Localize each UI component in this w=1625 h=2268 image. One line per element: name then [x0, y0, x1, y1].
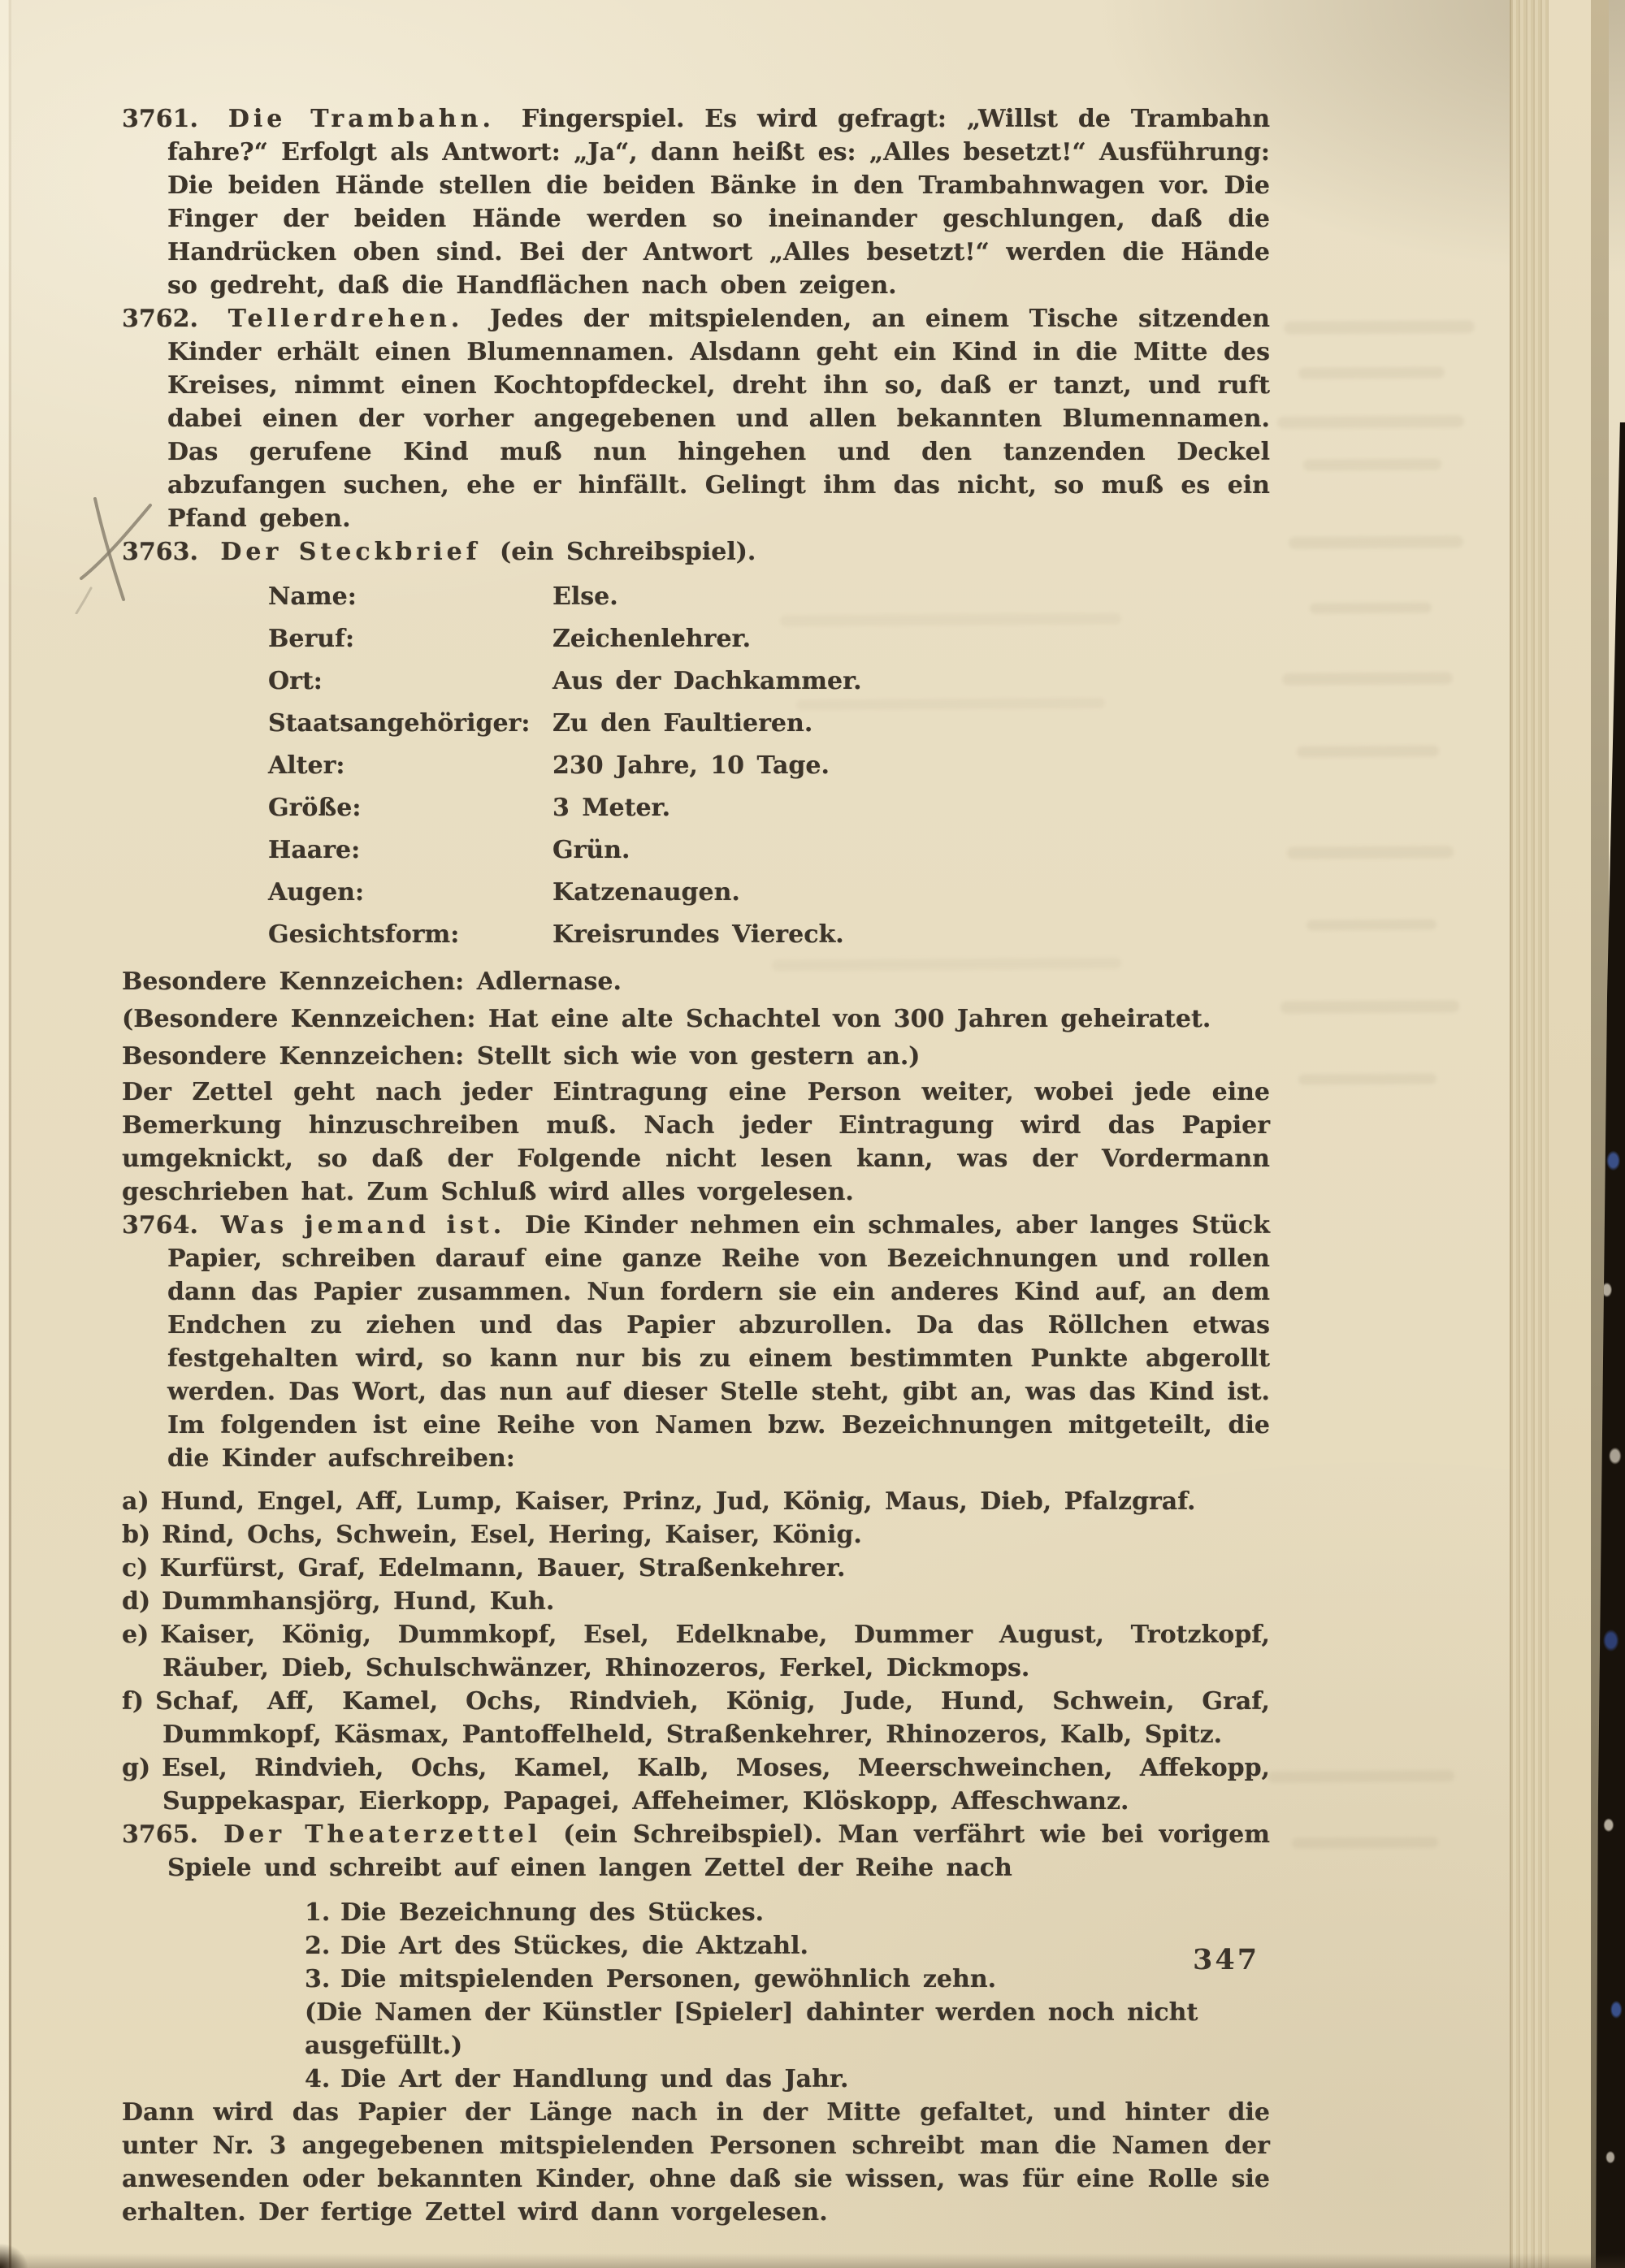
- entry-3764: [122, 1209, 1270, 1475]
- steckbrief-value: Kreisrundes Viereck.: [552, 920, 844, 949]
- entry-title: Tellerdrehen.: [228, 305, 464, 333]
- entry-title: Der Theaterzettel: [223, 1820, 541, 1849]
- steckbrief-value: Else.: [552, 582, 618, 611]
- numbered-item: [305, 1896, 1270, 1929]
- steckbrief-row: [268, 918, 1270, 960]
- steckbrief-label: Größe:: [268, 794, 362, 822]
- numbered-item: [305, 1929, 1270, 1963]
- steckbrief-extra-line: (Besondere Kennzeichen: Hat eine alte Schachtel von 300 Jahren geheiratet.: [122, 1005, 1211, 1033]
- theaterzettel-steps: [305, 1896, 1270, 2096]
- bleedthrough-smudge: [772, 957, 1121, 971]
- list-item-label: d): [122, 1587, 151, 1616]
- entry-body: Jedes der mitspielenden, an einem Tische sitzenden Kinder erhält einen Blumennamen. Alsdann geht ein Kind in die Mitte des Kreises, nimmt einen Kochtopfdeckel, dreht ihn so, daß er tanzt, und ruft dabei einen der vorher angegebenen und allen bekannten Blumennamen. Das gerufene Kind muß nun hingehen und den tanzenden Deckel abzufangen suchen, ehe er hinfällt. Gelingt ihm das nicht, so muß es ein Pfand geben.: [167, 305, 1270, 533]
- entry-number: 3763.: [122, 538, 198, 566]
- steckbrief-row: [268, 791, 1270, 833]
- numbered-item-label: 4.: [305, 2065, 331, 2093]
- numbered-item-text: Die mitspielenden Personen, gewöhnlich zehn.: [340, 1965, 997, 1993]
- steckbrief-row: [268, 622, 1270, 664]
- numbered-item-label: 3.: [305, 1965, 331, 1993]
- entry-number: 3764.: [122, 1211, 198, 1240]
- left-gutter-highlight: [0, 0, 8, 2268]
- steckbrief-label: Beruf:: [268, 625, 355, 653]
- steckbrief-value: Katzenaugen.: [552, 878, 740, 907]
- bleedthrough-smudge: [1298, 366, 1445, 379]
- list-item-text: Hund, Engel, Aff, Lump, Kaiser, Prinz, Jud, König, Maus, Dieb, Pfalzgraf.: [160, 1487, 1196, 1516]
- entry-title-rest: (ein Schreibspiel). Man verfährt wie bei vorigem Spiele und schreibt auf einen langen Zettel der Reihe nach: [167, 1820, 1270, 1882]
- list-item-text: Dummhansjörg, Hund, Kuh.: [162, 1587, 555, 1616]
- bleedthrough-smudge: [1306, 919, 1436, 930]
- list-item: [122, 1585, 1270, 1618]
- entry-title: Der Steckbrief: [220, 538, 481, 566]
- steckbrief-extra-line: Besondere Kennzeichen: Stellt sich wie von gestern an.): [122, 1042, 921, 1071]
- steckbrief-label: Augen:: [268, 878, 365, 907]
- list-item-text: Esel, Rindvieh, Ochs, Kamel, Kalb, Moses, Meerschweinchen, Affekopp, Suppekaspar, Eierkopp, Papagei, Affeheimer, Klöskopp, Affeschwanz.: [162, 1754, 1270, 1816]
- page-number: 347: [1193, 1943, 1260, 1976]
- page-edge-stripes: [1510, 0, 1550, 2268]
- bleedthrough-smudge: [1289, 535, 1463, 549]
- list-item-label: f): [122, 1687, 145, 1716]
- entry-title: Die Trambahn.: [228, 105, 495, 133]
- entry-3761: [122, 102, 1270, 302]
- list-item: [122, 1552, 1270, 1585]
- entry-title-rest: (ein Schreibspiel).: [500, 538, 756, 566]
- steckbrief-value: 3 Meter.: [552, 794, 671, 822]
- steckbrief-label: Gesichtsform:: [268, 920, 460, 949]
- bleedthrough-smudge: [1282, 672, 1453, 685]
- list-item-label: c): [122, 1554, 149, 1582]
- list-item-label: b): [122, 1521, 151, 1549]
- entry-3763-closing: Der Zettel geht nach jeder Eintragung eine Person weiter, wobei jede eine Bemerkung hinzuschreiben muß. Nach jeder Eintragung wird das Papier umgeknickt, so daß der Folgende nicht lesen kann, was der Vordermann geschrieben hat. Zum Schluß wird alles vorgelesen.: [122, 1078, 1270, 1206]
- list-item-label: g): [122, 1754, 151, 1782]
- numbered-item-text: Die Bezeichnung des Stückes.: [340, 1898, 765, 1927]
- steckbrief-label: Staatsangehöriger:: [268, 709, 531, 738]
- entry-body: Die Kinder nehmen ein schmales, aber langes Stück Papier, schreiben darauf eine ganze Reihe von Bezeichnungen und rollen dann das Papier zusammen. Nun fordern sie ein anderes Kind auf, an dem Endchen zu ziehen und das Papier abzurollen. Da das Röllchen etwas festgehalten wird, so kann nur bis zu einem bestimmten Punkte abgerollt werden. Das Wort, das nun auf dieser Stelle steht, gibt an, was das Kind ist. Im folgenden ist eine Reihe von Namen bzw. Bezeichnungen mitgeteilt, die die Kinder aufschreiben:: [167, 1211, 1270, 1473]
- entry-number: 3765.: [122, 1820, 198, 1849]
- entry-3765: [122, 1818, 1270, 1885]
- steckbrief-label: Alter:: [268, 751, 345, 780]
- pencil-x-mark: [73, 491, 164, 614]
- steckbrief-extra-line: Besondere Kennzeichen: Adlernase.: [122, 967, 622, 996]
- entry-number: 3762.: [122, 305, 198, 333]
- numbered-item: [305, 2062, 1270, 2096]
- steckbrief-value: 230 Jahre, 10 Tage.: [552, 751, 830, 780]
- steckbrief-row: [268, 664, 1270, 707]
- steckbrief-value: Aus der Dachkammer.: [552, 667, 862, 695]
- bleedthrough-smudge: [1298, 1073, 1436, 1084]
- list-item: [122, 1685, 1270, 1751]
- bottom-left-corner-shadow: [0, 2244, 28, 2268]
- list-item-label: a): [122, 1487, 150, 1516]
- numbered-item-text: Die Art des Stückes, die Aktzahl.: [340, 1932, 808, 1960]
- underlying-page-edge: [1549, 0, 1591, 2268]
- bleedthrough-smudge: [1292, 1837, 1438, 1848]
- bleedthrough-smudge: [1284, 320, 1475, 335]
- steckbrief-label: Name:: [268, 582, 357, 611]
- steckbrief-row: [268, 833, 1270, 876]
- list-item-text: Kurfürst, Graf, Edelmann, Bauer, Straßenkehrer.: [159, 1554, 846, 1582]
- bleedthrough-smudge: [1303, 458, 1441, 470]
- numbered-item-note: (Die Namen der Künstler [Spieler] dahinter werden noch nicht ausgefüllt.): [305, 1998, 1198, 2060]
- bleedthrough-smudge: [1268, 1770, 1454, 1783]
- entry-number: 3761.: [122, 105, 198, 133]
- list-item: [122, 1485, 1270, 1518]
- list-item-text: Kaiser, König, Dummkopf, Esel, Edelknabe, Dummer August, Trotzkopf, Räuber, Dieb, Schulschwänzer, Rhinozeros, Ferkel, Dickmops.: [160, 1621, 1270, 1682]
- numbered-item-text: Die Art der Handlung und das Jahr.: [340, 2065, 849, 2093]
- entry-3762: [122, 302, 1270, 535]
- numbered-item-label: 1.: [305, 1898, 331, 1927]
- bleedthrough-smudge: [1280, 1000, 1459, 1014]
- entry-3763-heading: [122, 535, 1270, 569]
- bleedthrough-smudge: [1277, 415, 1464, 429]
- steckbrief-row: [268, 749, 1270, 791]
- list-item: [122, 1618, 1270, 1685]
- steckbrief-value: Zeichenlehrer.: [552, 625, 752, 653]
- steckbrief-table: [268, 580, 1270, 960]
- list-item-text: Rind, Ochs, Schwein, Esel, Hering, Kaiser, König.: [162, 1521, 862, 1549]
- list-item: [122, 1518, 1270, 1552]
- bleedthrough-smudge: [796, 698, 1105, 711]
- numbered-item: [305, 1963, 1270, 1996]
- bleedthrough-smudge: [1310, 602, 1432, 613]
- name-list: [122, 1485, 1270, 1818]
- numbered-item-label: 2.: [305, 1932, 331, 1960]
- steckbrief-value: Zu den Faultieren.: [552, 709, 813, 738]
- bleedthrough-smudge: [780, 613, 1121, 627]
- entry-body: Fingerspiel. Es wird gefragt: „Willst de Trambahn fahre?“ Erfolgt als Antwort: „Ja“, dann heißt es: „Alles besetzt!“ Ausführung: Die beiden Hände stellen die beiden Bänke in den Trambahnwagen vor. Die Finger der beiden Hände werden so ineinander geschlungen, daß die Handrücken oben sind. Bei der Antwort „Alles besetzt!“ werden die Hände so gedreht, daß die Handflächen nach oben zeigen.: [167, 105, 1271, 300]
- steckbrief-label: Ort:: [268, 667, 323, 695]
- bleedthrough-smudge: [1287, 846, 1454, 859]
- entry-title: Was jemand ist.: [220, 1211, 506, 1240]
- bleedthrough-smudge: [1297, 745, 1439, 757]
- list-item-text: Schaf, Aff, Kamel, Ochs, Rindvieh, König, Jude, Hund, Schwein, Graf, Dummkopf, Käsmax, Pantoffelheld, Straßenkehrer, Rhinozeros, Kalb, Spitz.: [155, 1687, 1270, 1749]
- steckbrief-row: [268, 707, 1270, 749]
- steckbrief-row: [268, 876, 1270, 918]
- left-gutter-crease: [9, 0, 11, 2268]
- steckbrief-value: Grün.: [552, 836, 630, 864]
- bottom-edge-shadow: [0, 2253, 1625, 2268]
- steckbrief-label: Haare:: [268, 836, 361, 864]
- entry-3765-closing: Dann wird das Papier der Länge nach in der Mitte gefaltet, und hinter die unter Nr. 3 angegebenen mitspielenden Personen schreibt man die Namen der anwesenden oder bekannten Kinder, ohne daß sie wissen, was für eine Rolle sie erhalten. Der fertige Zettel wird dann vorgelesen.: [122, 2098, 1270, 2227]
- list-item-label: e): [122, 1621, 150, 1649]
- list-item: [122, 1751, 1270, 1818]
